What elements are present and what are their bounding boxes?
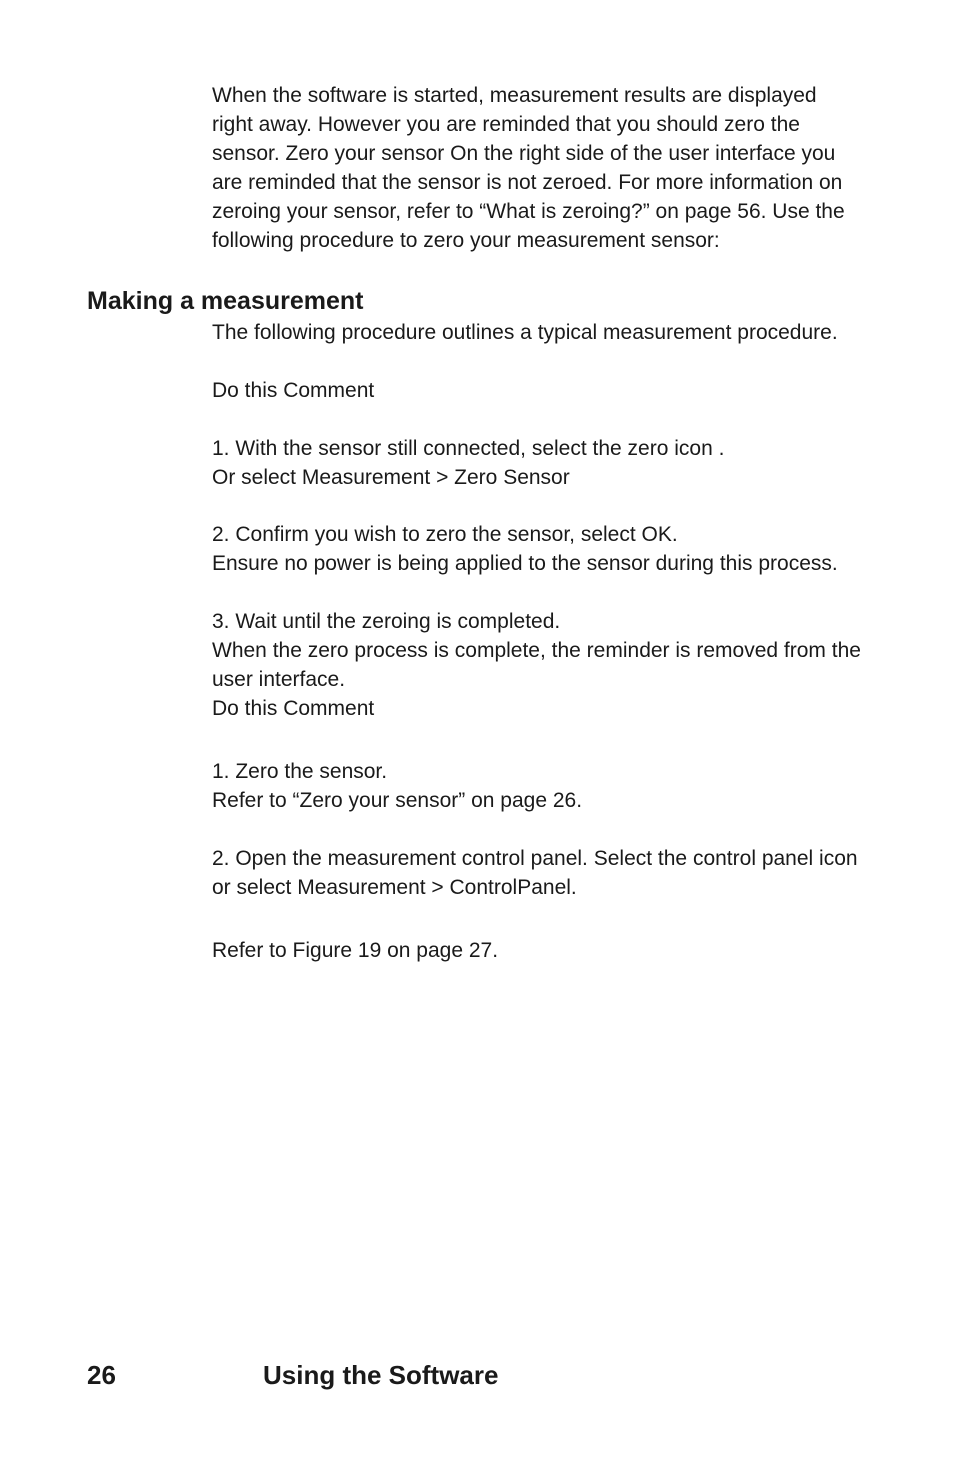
step-text: or select Measurement > ControlPanel. [212, 876, 577, 899]
procedure1-step-2 [212, 520, 892, 578]
intro-line: zeroing your sensor, refer to “What is zeroing?” on page 56. Use the [212, 200, 845, 223]
step-text: 3. Wait until the zeroing is completed. [212, 610, 561, 633]
section-lead: The following procedure outlines a typical measurement procedure. [212, 321, 838, 344]
procedure2-step-2 [212, 844, 892, 902]
step-comment: Or select Measurement > Zero Sensor [212, 466, 570, 489]
step-comment: Refer to “Zero your sensor” on page 26. [212, 789, 583, 812]
procedure2-step-1 [212, 757, 892, 815]
intro-paragraph [212, 81, 892, 255]
procedure1-table-header: Do this Comment [212, 379, 375, 402]
section-heading: Making a measurement [87, 287, 364, 315]
step-text: 1. With the sensor still connected, select the zero icon . [212, 437, 725, 460]
step-text: 1. Zero the sensor. [212, 760, 388, 783]
step-comment: user interface. [212, 668, 346, 691]
page-number: 26 [87, 1360, 116, 1390]
intro-line: following procedure to zero your measurement sensor: [212, 229, 720, 252]
intro-line: are reminded that the sensor is not zeroed. For more information on [212, 171, 843, 194]
procedure1-step-1 [212, 434, 892, 492]
step-text: 2. Open the measurement control panel. Select the control panel icon [212, 847, 858, 870]
step-comment: Ensure no power is being applied to the sensor during this process. [212, 552, 838, 575]
figure-reference: Refer to Figure 19 on page 27. [212, 939, 499, 962]
procedure1-step-3 [212, 607, 892, 694]
intro-line: right away. However you are reminded that you should zero the [212, 113, 800, 136]
step-comment: When the zero process is complete, the reminder is removed from the [212, 639, 861, 662]
intro-line: sensor. Zero your sensor On the right side of the user interface you [212, 142, 836, 165]
procedure2-table-header: Do this Comment [212, 697, 375, 720]
chapter-title: Using the Software [263, 1360, 499, 1390]
intro-line: When the software is started, measurement results are displayed [212, 84, 817, 107]
step-text: 2. Confirm you wish to zero the sensor, select OK. [212, 523, 678, 546]
